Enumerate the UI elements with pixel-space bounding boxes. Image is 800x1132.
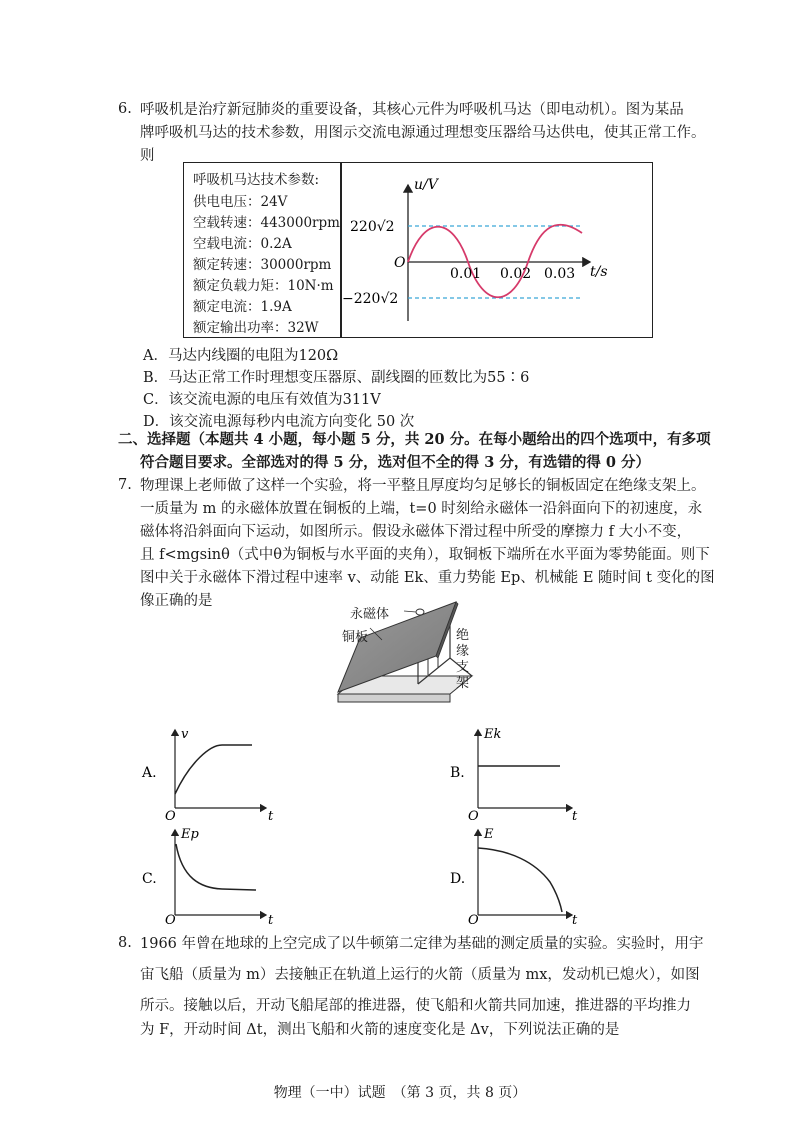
section2-heading-line-1: 二、选择题（本题共 4 小题，每小题 5 分，共 20 分。在每小题给出的四个选项中，有多项	[118, 431, 711, 448]
svg-text:v: v	[181, 727, 189, 742]
q6-number: 6.	[118, 101, 132, 117]
q6-option-c: C．该交流电源的电压有效值为311V	[143, 392, 381, 408]
graph-c-curve	[176, 844, 256, 890]
q6-option-b: B．马达正常工作时理想变压器原、副线圈的匝数比为55∶6	[143, 370, 530, 386]
support-label-char: 支	[456, 660, 470, 675]
q7-stem-line: 图中关于永磁体下滑过程中速率 v、动能 Ek、重力势能 Ep、机械能 E 随时间 t 变化的图	[140, 570, 715, 586]
section2-heading-line-2: 符合题目要求。全部选对的得 5 分，选对但不全的得 3 分，有选错的得 0 分）	[140, 454, 651, 471]
q6-option-a: A．马达内线圈的电阻为120Ω	[143, 348, 339, 364]
q6-stem-line-3: 则	[140, 148, 155, 164]
plate-label: 铜板	[342, 630, 369, 645]
q7-stem-line: 物理课上老师做了这样一个实验，将一平整且厚度均匀足够长的铜板固定在绝缘支架上。	[140, 478, 706, 494]
support-label-char: 绝	[456, 628, 470, 643]
svg-text:t: t	[268, 913, 274, 925]
svg-text:E: E	[484, 827, 494, 842]
origin-label: O	[394, 255, 406, 271]
spec-item: 额定负载力矩：10N·m	[193, 278, 334, 294]
svg-text:O: O	[165, 809, 176, 824]
magnet	[416, 609, 424, 615]
q7-number: 7.	[118, 477, 132, 493]
q8-number: 8.	[118, 935, 132, 951]
q7-copper-plate-figure	[320, 598, 500, 714]
q7-stem-line: 一质量为 m 的永磁体放置在铜板的上端，t=0 时刻给永磁体一沿斜面向下的初速度，永	[140, 501, 703, 517]
graph-d-curve	[478, 848, 562, 912]
svg-text:O: O	[468, 809, 479, 824]
spec-title: 呼吸机马达技术参数:	[193, 172, 320, 188]
spec-item: 额定输出功率：32W	[193, 320, 319, 336]
option-b-label: B.	[450, 765, 465, 781]
x-tick-label: 0.01	[450, 266, 482, 282]
q8-stem-line: 所示。接触以后，开动飞船尾部的推进器，使飞船和火箭共同加速，推进器的平均推力	[140, 998, 691, 1014]
x-tick-label: 0.03	[544, 266, 576, 282]
y-min-label: −220√2	[342, 291, 399, 307]
spec-item: 空载电流：0.2A	[193, 236, 292, 252]
page-footer: 物理（一中）试题 （第 3 页，共 8 页）	[273, 1085, 527, 1101]
q8-stem-line: 宙飞船（质量为 m）去接触正在轨道上运行的火箭（质量为 mx，发动机已熄火），如图	[140, 967, 700, 983]
option-c-label: C.	[142, 871, 157, 887]
q7-stem-line: 磁体将沿斜面向下运动，如图所示。假设永磁体下滑过程中所受的摩擦力 f 大小不变，	[140, 524, 692, 540]
graph-a-curve	[175, 745, 252, 794]
svg-text:t: t	[268, 809, 274, 824]
q6-stem-line-2: 牌呼吸机马达的技术参数，用图示交流电源通过理想变压器给马达供电，使其正常工作。	[140, 125, 706, 141]
svg-text:t: t	[572, 913, 578, 925]
spec-item: 额定电流：1.9A	[193, 299, 292, 315]
support-base-front	[338, 694, 450, 702]
svg-text:t: t	[572, 809, 578, 824]
q6-option-d: D．该交流电源每秒内电流方向变化 50 次	[143, 414, 415, 430]
option-d-label: D.	[450, 871, 466, 887]
u-axis-label: u/V	[414, 177, 438, 193]
q8-stem-line: 1966 年曾在地球的上空完成了以牛顿第二定律为基础的测定质量的实验。实验时，用宇	[140, 936, 704, 952]
q6-stem-line-1: 呼吸机是治疗新冠肺炎的重要设备，其核心元件为呼吸机马达（即电动机）。图为某品	[140, 102, 684, 118]
spec-item: 空载转速：443000rpm	[193, 215, 340, 231]
q7-stem-line: 且 f<mgsinθ（式中θ为铜板与水平面的夹角），取铜板下端所在水平面为零势能面。则下	[140, 547, 710, 563]
spec-item: 额定转速：30000rpm	[193, 257, 332, 273]
y-max-label: 220√2	[350, 219, 395, 235]
support-label-char: 缘	[456, 644, 470, 659]
svg-text:O: O	[165, 913, 176, 925]
x-tick-label: 0.02	[500, 266, 532, 282]
magnet-label: 永磁体	[350, 607, 390, 622]
svg-text:O: O	[468, 913, 479, 925]
q6-voltage-graph	[342, 163, 652, 337]
spec-item: 供电电压：24V	[193, 194, 288, 210]
q7-stem-line: 像正确的是	[140, 593, 213, 609]
support-label-char: 架	[456, 676, 470, 691]
t-axis-label: t/s	[590, 264, 608, 280]
option-a-label: A.	[142, 765, 157, 781]
q7-option-graphs	[0, 720, 800, 925]
sine-wave	[408, 225, 582, 298]
svg-text:Ep: Ep	[181, 827, 199, 842]
svg-text:Ek: Ek	[484, 727, 502, 742]
q8-stem-line: 为 F，开动时间 Δt，测出飞船和火箭的速度变化是 Δv，下列说法正确的是	[140, 1022, 620, 1038]
